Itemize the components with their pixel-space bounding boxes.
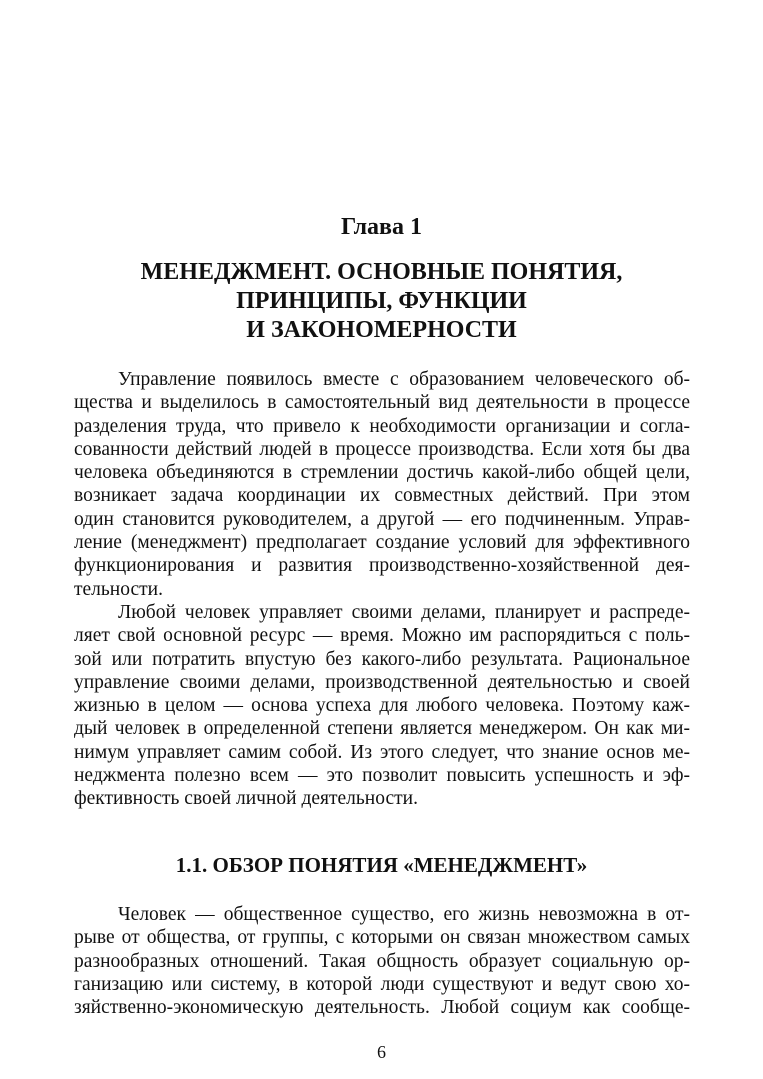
paragraph-2 [74, 601, 690, 811]
text-line: Любой человек управляет своими делами, планирует и распреде- [118, 602, 690, 623]
chapter-title [0, 258, 763, 345]
text-line: управление своими делами, производственной деятельностью и своей [74, 671, 690, 693]
chapter-title-line: И ЗАКОНОМЕРНОСТИ [246, 317, 517, 343]
text-line: зяйственно-экономическую деятельность. Любой социум как сообще- [74, 997, 690, 1019]
text-line: ганизацию или систему, в которой люди существуют и ведут свою хо- [74, 973, 690, 995]
text-line: рыве от общества, от группы, с которыми он связан множеством самых [74, 927, 690, 949]
text-line: возникает задача координации их совместных действий. При этом [74, 485, 690, 507]
page-number: 6 [377, 1042, 386, 1062]
section-title: 1.1. ОБЗОР ПОНЯТИЯ «МЕНЕДЖМЕНТ» [175, 853, 588, 877]
chapter-title-line: ПРИНЦИПЫ, ФУНКЦИИ [236, 288, 527, 314]
text-line: жизнью в целом — основа успеха для любого человека. Поэтому каж- [74, 695, 690, 717]
text-line: человека объединяются в стремлении достичь какой-либо общей цели, [74, 462, 690, 484]
paragraph-1 [74, 368, 690, 601]
text-line: Управление появилось вместе с образованием человеческого об- [118, 369, 690, 390]
text-line: один становится руководителем, а другой — его подчиненным. Управ- [74, 508, 690, 530]
text-line: щества и выделилось в самостоятельный вид деятельности в процессе [74, 392, 690, 414]
text-line: ление (менеджмент) предполагает создание условий для эффективного [74, 532, 690, 554]
text-line: зой или потратить впустую без какого-либо результата. Рациональное [74, 648, 690, 670]
text-line: неджмента полезно всем — это позволит повысить успешность и эф- [74, 765, 690, 787]
text-line: сованности действий людей в процессе производства. Если хотя бы два [74, 438, 690, 460]
text-line: ляет свой основной ресурс — время. Можно им распорядиться с поль- [74, 625, 690, 647]
chapter-label: Глава 1 [341, 214, 422, 240]
section-paragraph [74, 903, 690, 1019]
text-line: дый человек в определенной степени является менеджером. Он как ми- [74, 718, 690, 740]
text-line: Человек — общественное существо, его жизнь невозможна в от- [118, 904, 690, 925]
text-line: фективность своей личной деятельности. [74, 788, 418, 810]
text-line: тельности. [74, 578, 163, 600]
text-line: нимум управляет самим собой. Из этого следует, что знание основ ме- [74, 741, 690, 763]
chapter-title-line: МЕНЕДЖМЕНТ. ОСНОВНЫЕ ПОНЯТИЯ, [140, 259, 623, 285]
text-line: разделения труда, что привело к необходимости организации и согла- [74, 415, 690, 437]
text-line: разнообразных отношений. Такая общность образует социальную ор- [74, 950, 690, 972]
text-line: функционирования и развития производственно-хозяйственной дея- [74, 555, 690, 577]
